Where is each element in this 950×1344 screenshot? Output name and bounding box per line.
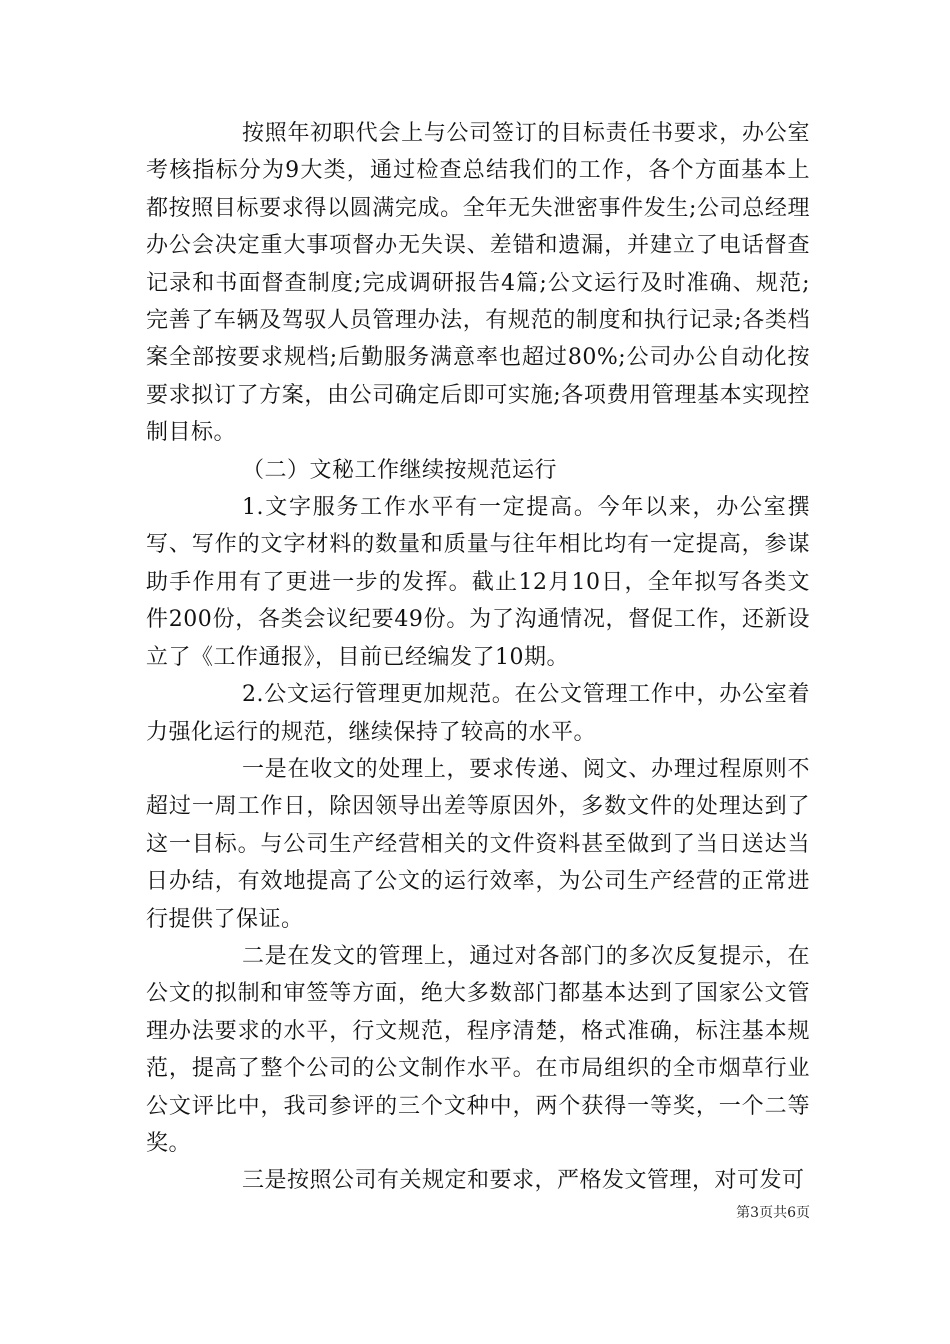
- paragraph-issuance-control: 三是按照公司有关规定和要求，严格发文管理，对可发可: [242, 1168, 805, 1194]
- paragraph-target-summary: 按照年初职代会上与公司签订的目标责任书要求，办公室考核指标分为9大类，通过检查总结我们的工作，各个方面基本上都按照目标要求得以圆满完成。全年无失泄密事件发生;公司总经理办公会决定重大事项督办无失误、差错和遗漏，并建立了电话督查记录和书面督查制度;完成调研报告4篇;公文运行及时准确、规范;完善了车辆及驾驭人员管理办法，有规范的制度和执行记录;各类档案全部按要求规档;后勤服务满意率也超过80%;公司办公自动化按要求拟订了方案，由公司确定后即可实施;各项费用管理基本实现控制目标。: [146, 121, 810, 446]
- body-text: [146, 115, 810, 1200]
- section-heading-secretarial: （二）文秘工作继续按规范运行: [242, 457, 558, 483]
- paragraph-outgoing-documents: 二是在发文的管理上，通过对各部门的多次反复提示，在公文的拟制和审签等方面，绝大多数部门都基本达到了国家公文管理办法要求的水平，行文规范，程序清楚，格式准确，标注基本规范，提高了整个公司的公文制作水平。在市局组织的全市烟草行业公文评比中，我司参评的三个文种中，两个获得一等奖，一个二等奖。: [146, 943, 810, 1156]
- paragraph-incoming-documents: 一是在收文的处理上，要求传递、阅文、办理过程原则不超过一周工作日，除因领导出差等原因外，多数文件的处理达到了这一目标。与公司生产经营相关的文件资料甚至做到了当日送达当日办结，有效地提高了公文的运行效率，为公司生产经营的正常进行提供了保证。: [146, 756, 810, 932]
- paragraph-writing-service: 1.文字服务工作水平有一定提高。今年以来，办公室撰写、写作的文字材料的数量和质量与往年相比均有一定提高，参谋助手作用有了更进一步的发挥。截止12月10日，全年拟写各类文件200份，各类会议纪要49份。为了沟通情况，督促工作，还新设立了《工作通报》，目前已经编发了10期。: [146, 495, 810, 670]
- paragraph-document-management: 2.公文运行管理更加规范。在公文管理工作中，办公室着力强化运行的规范，继续保持了较高的水平。: [146, 682, 810, 745]
- page-number: 第3页共6页: [736, 1205, 810, 1221]
